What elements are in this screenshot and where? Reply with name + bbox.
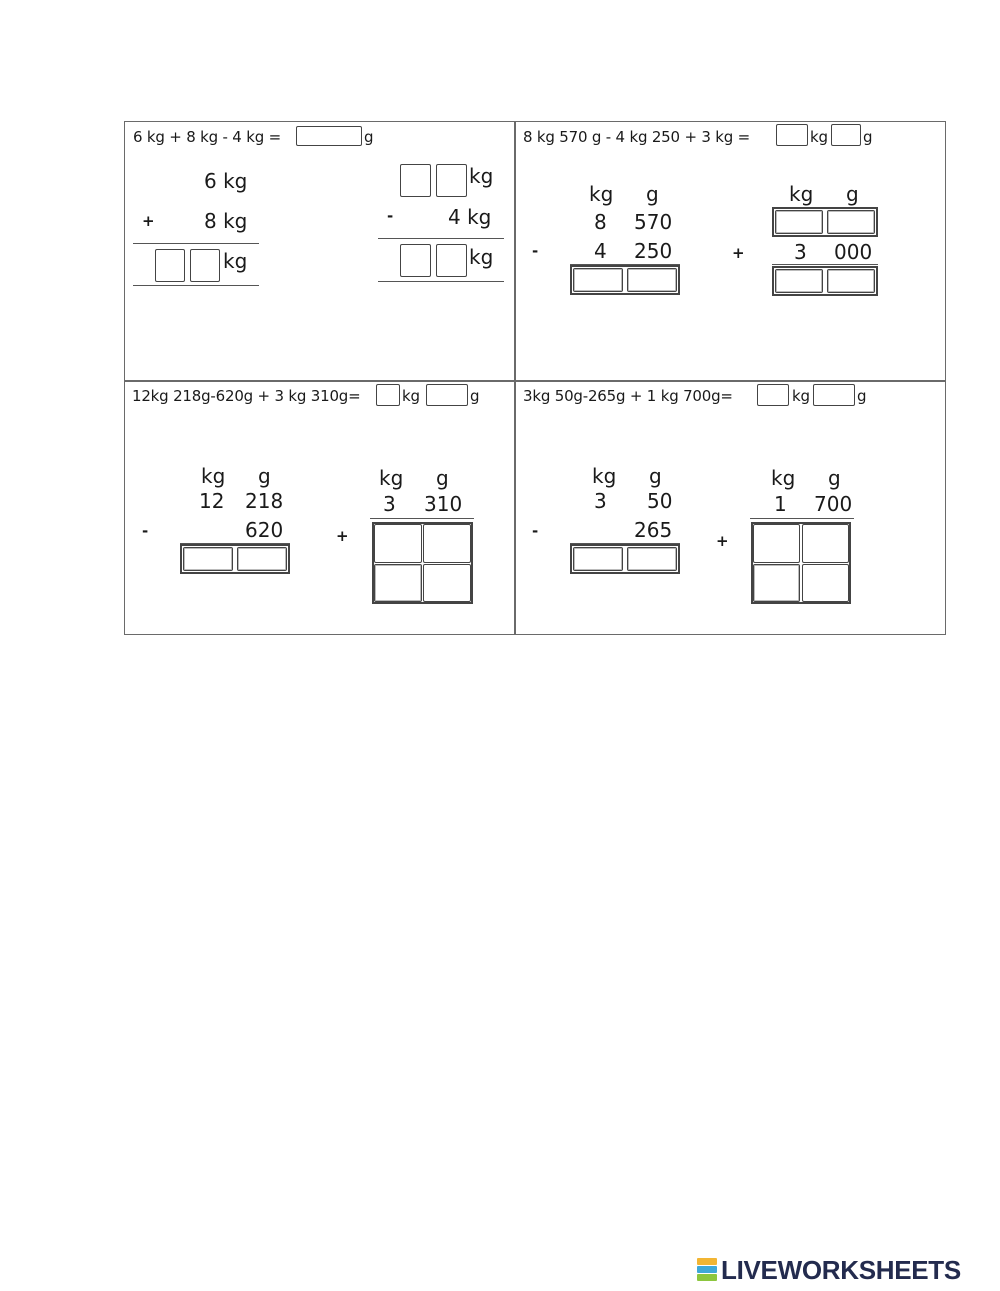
q2-answer-kg-input[interactable] [776, 124, 808, 146]
liveworksheets-logo [697, 1254, 961, 1285]
q2-sub-kg-input[interactable] [573, 268, 623, 292]
q4-col-kg: kg [592, 464, 617, 488]
q4-r1-g: 50 [647, 489, 673, 513]
q3-sub-kg-input[interactable] [183, 547, 233, 571]
q4-add-line [750, 518, 854, 519]
q3-add-r1-kg-input[interactable] [374, 524, 422, 563]
q3-answer-kg-input[interactable] [376, 384, 400, 406]
q2-plus-sign: + [732, 244, 745, 262]
q2-answer-g-input[interactable] [831, 124, 861, 146]
q1-carry-unit: kg [469, 164, 494, 188]
q4-add-r2-g-input[interactable] [802, 564, 849, 602]
q3-add-line [370, 518, 474, 519]
q2-unit-g: g [863, 128, 873, 146]
q2-add-kg-input[interactable] [775, 269, 823, 293]
q3-r2-g: 620 [245, 518, 284, 542]
q2-r3-kg: 3 [794, 240, 807, 264]
q1-operand-b: 8 kg [204, 209, 248, 233]
q4-answer-g-input[interactable] [813, 384, 855, 406]
q4-col-kg-2: kg [771, 466, 796, 490]
q1-plus-sign: + [142, 212, 155, 230]
q2-add-g-input[interactable] [827, 269, 875, 293]
q3-r1-kg: 12 [199, 489, 225, 513]
q1-sum-tens-input[interactable] [155, 249, 185, 282]
q1-diff-line [378, 238, 504, 239]
q1-diff-tens-input[interactable] [400, 244, 431, 277]
q4-header: 3kg 50g-265g + 1 kg 700g= [523, 387, 733, 405]
q3-unit-g: g [470, 387, 480, 405]
q3-r3-kg: 3 [383, 492, 396, 516]
q1-operand-c: 4 kg [448, 205, 492, 229]
q2-col-kg-2: kg [789, 182, 814, 206]
q2-col-kg: kg [589, 182, 614, 206]
q4-r1-kg: 3 [594, 489, 607, 513]
q2-r2-kg: 4 [594, 239, 607, 263]
q1-minus-sign: - [387, 207, 394, 225]
q1-header: 6 kg + 8 kg - 4 kg = [133, 128, 281, 146]
q2-col-g: g [646, 182, 659, 206]
q1-carry-tens-input[interactable] [400, 164, 431, 197]
q3-r1-g: 218 [245, 489, 284, 513]
q1-diff-unit: kg [469, 245, 494, 269]
q3-unit-kg: kg [402, 387, 420, 405]
q3-sub-g-input[interactable] [237, 547, 287, 571]
q4-col-g: g [649, 464, 662, 488]
q2-header: 8 kg 570 g - 4 kg 250 + 3 kg = [523, 128, 751, 146]
q1-unit-g: g [364, 128, 374, 146]
q3-add-r2-kg-input[interactable] [374, 564, 422, 602]
q1-answer-grams-input[interactable] [296, 126, 362, 146]
q2-r1-kg: 8 [594, 210, 607, 234]
liveworksheets-logo-icon [697, 1258, 717, 1282]
q4-r3-g: 700 [814, 492, 853, 516]
q2-carry-kg-input[interactable] [775, 210, 823, 234]
q4-add-r1-kg-input[interactable] [753, 524, 800, 563]
q3-r3-g: 310 [424, 492, 463, 516]
q4-answer-kg-input[interactable] [757, 384, 789, 406]
q3-answer-g-input[interactable] [426, 384, 468, 406]
q3-add-r1-g-input[interactable] [423, 524, 471, 563]
q2-add-line [772, 264, 878, 265]
q2-minus-sign: - [532, 242, 539, 260]
q4-plus-sign: + [716, 532, 729, 550]
q1-sum-ones-input[interactable] [190, 249, 220, 282]
q2-sub-g-input[interactable] [627, 268, 677, 292]
q2-r2-g: 250 [634, 239, 673, 263]
grid-vertical-divider [514, 121, 516, 635]
q2-unit-kg: kg [810, 128, 828, 146]
q3-col-g-2: g [436, 466, 449, 490]
q4-minus-sign: - [532, 522, 539, 540]
q3-header: 12kg 218g-620g + 3 kg 310g= [132, 387, 361, 405]
q1-carry-ones-input[interactable] [436, 164, 467, 197]
brand-name: LIVEWORKSHEETS [721, 1254, 961, 1285]
q1-sum-underline [133, 285, 259, 286]
q4-unit-g: g [857, 387, 867, 405]
q1-operand-a: 6 kg [204, 169, 248, 193]
q1-diff-ones-input[interactable] [436, 244, 467, 277]
q3-col-kg-2: kg [379, 466, 404, 490]
q4-r3-kg: 1 [774, 492, 787, 516]
q4-add-r1-g-input[interactable] [802, 524, 849, 563]
q4-sub-kg-input[interactable] [573, 547, 623, 571]
q2-col-g-2: g [846, 182, 859, 206]
q1-sum-line [133, 243, 259, 244]
q3-minus-sign: - [142, 522, 149, 540]
q2-carry-g-input[interactable] [827, 210, 875, 234]
q4-r2-g: 265 [634, 518, 673, 542]
q1-diff-underline [378, 281, 504, 282]
q2-r1-g: 570 [634, 210, 673, 234]
q2-r3-g: 000 [834, 240, 873, 264]
q3-add-r2-g-input[interactable] [423, 564, 471, 602]
q1-sum-unit: kg [223, 249, 248, 273]
q3-col-g: g [258, 464, 271, 488]
q3-plus-sign: + [336, 527, 349, 545]
q3-col-kg: kg [201, 464, 226, 488]
q4-sub-g-input[interactable] [627, 547, 677, 571]
q4-add-r2-kg-input[interactable] [753, 564, 800, 602]
q4-col-g-2: g [828, 466, 841, 490]
q4-unit-kg: kg [792, 387, 810, 405]
grid-horizontal-divider [124, 380, 946, 382]
